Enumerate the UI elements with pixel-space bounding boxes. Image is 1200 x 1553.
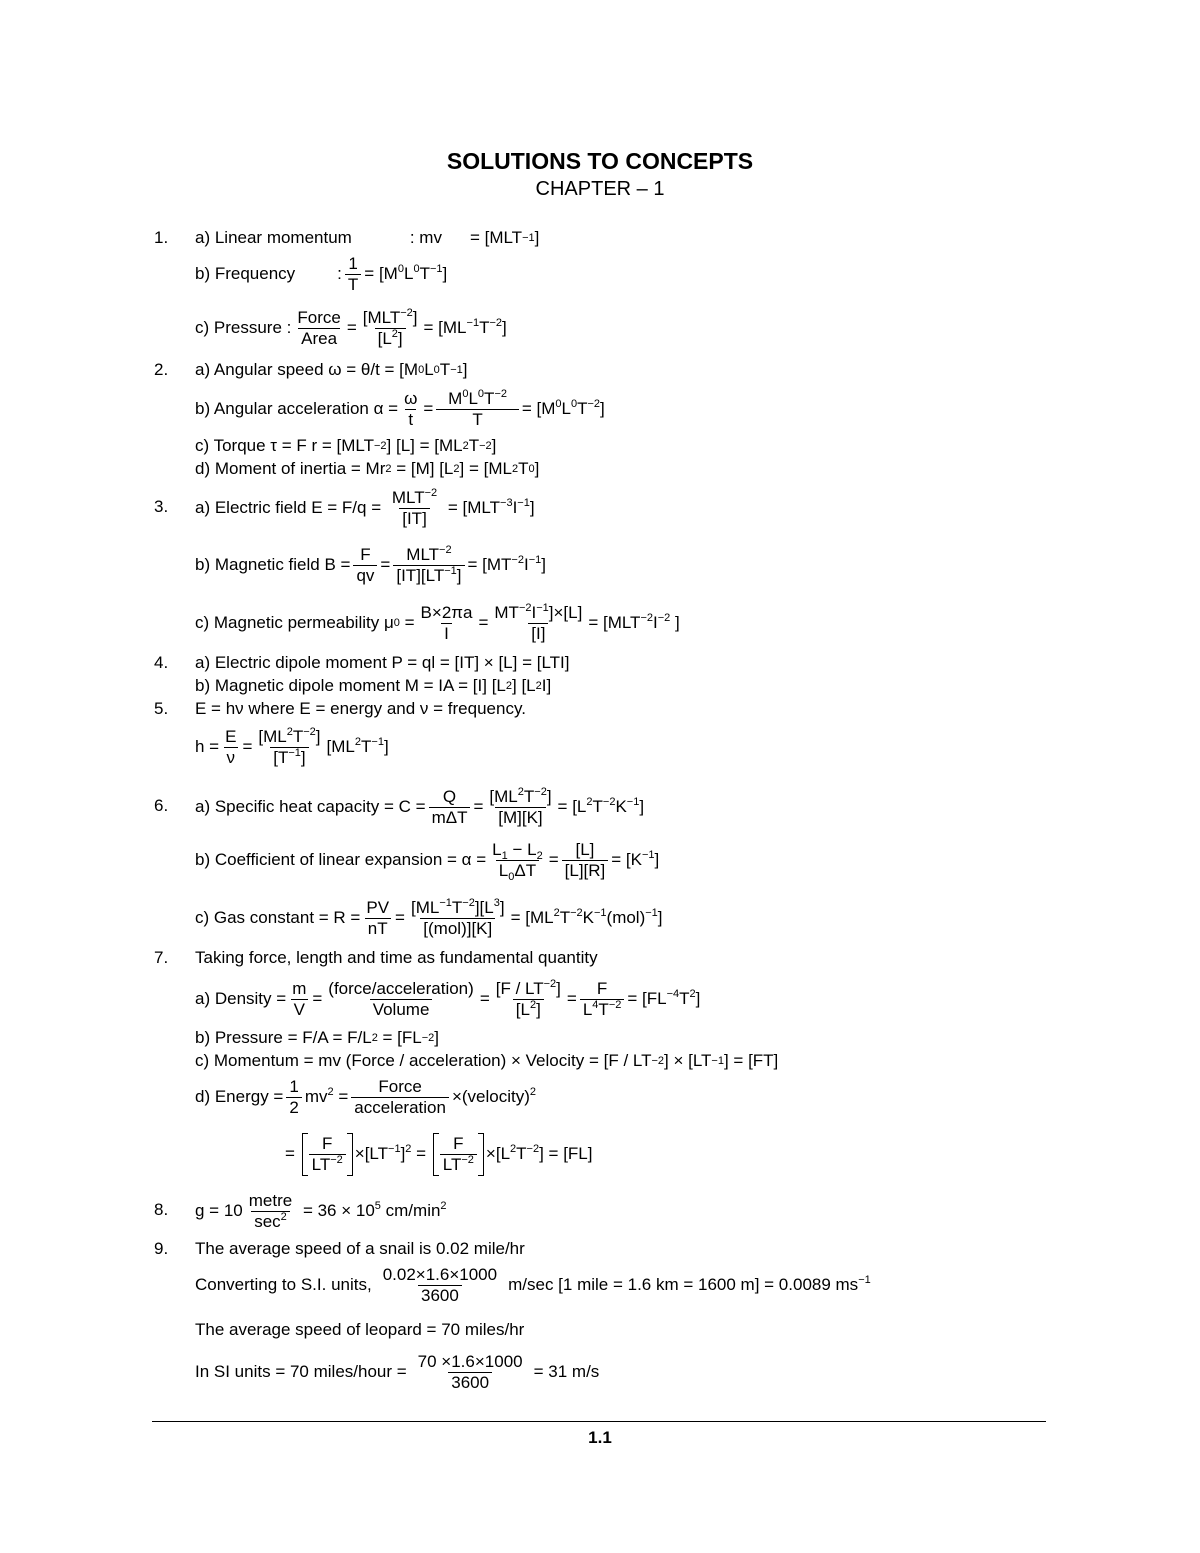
fraction: $\frac{B\times 2\pi a}{I}$: [420, 602, 473, 643]
fraction: $\frac{F}{LT^{-2}}$: [309, 1135, 346, 1174]
q7c-text: c) Momentum = mv (Force / acceleration) × Velocity = [F / LT: [195, 1051, 652, 1070]
q3c-label: c) Magnetic permeability μ: [195, 613, 394, 632]
q5-h-label: h =: [195, 737, 220, 756]
question-number: 2.: [154, 360, 169, 379]
fraction: $\frac{[L]}{[L][R]}$: [562, 841, 609, 880]
q1b-result: = $[M^0L^0T^{-1}]$: [364, 263, 448, 283]
q1a-label: a) Linear momentum: [195, 228, 352, 247]
q9-line4-tail: = 31 m/s: [533, 1362, 600, 1381]
question-number: 4.: [154, 653, 169, 672]
q6a-label: a) Specific heat capacity = C =: [195, 797, 426, 816]
fraction: $\frac{1}{T}$: [345, 255, 361, 294]
q9-line4-label: In SI units = 70 miles/hour =: [195, 1362, 407, 1381]
fraction: $\frac{\omega}{t}$: [404, 388, 418, 429]
q9-line4: [195, 1349, 599, 1395]
q1b-line: [195, 252, 447, 296]
fraction: $\frac{70 \times 1.6\times 1000}{3600}$: [417, 1351, 523, 1392]
fraction: $\frac{PV}{nT}$: [366, 897, 390, 938]
fraction: $\frac{[ML^2T^{-2}]}{[T^{-1}]}$: [258, 725, 321, 767]
q4a-text: a) Electric dipole moment P = ql = [IT] × [L] = [LTI]: [195, 653, 570, 672]
q3c-line: c) Magnetic permeability μ 0 = $\frac{B\times 2\pi a}{I}$ = $\frac{MT^{-2}I^{-1}]\times[L]}{[I]}$ = [$MLT^{-2}I^{-2}$ ]: [195, 601, 680, 643]
q6a-line: a) Specific heat capacity = C = $\frac{Q}{\text{mΔT}}$ = $\frac{[ML^2T^{-2}]}{[M][K]}$ = $[L^2T^{-2}K^{-1}]$: [195, 785, 645, 827]
q1a-line: a) Linear momentum : mv = [MLT −1 ]: [195, 228, 540, 247]
q3a-label: a) Electric field E = F/q =: [195, 498, 382, 517]
q7b-line: b) Pressure = F/A = F/L 2 = [FL −2 ]: [195, 1028, 440, 1047]
q9-line2-tail: m/sec [1 mile = 1.6 km = 1600 m] = 0.0089 ms: [508, 1275, 859, 1294]
page-number: 1.1: [588, 1428, 612, 1447]
q8-result: = 36 × 10: [302, 1201, 375, 1220]
fraction: $\frac{MLT^{-2}}{[IT][LT^{-1}]}$: [393, 546, 464, 585]
question-number: 1.: [154, 228, 169, 247]
fraction: $\frac{\text{(force/acceleration)}}{\text{Volume}}$: [328, 978, 474, 1019]
q1b-colon: :: [337, 264, 342, 283]
q2b-line: b) Angular acceleration α = $\frac{\omega}{t}$ = $\frac{M^0L^0T^{-2}}{T}$ = $[M^0L^0T^{-2}]$: [195, 387, 605, 429]
q6b-line: b) Coefficient of linear expansion = α = $\frac{L_1 - L_2}{L_0\Delta T}$ = $\frac{[L]}{[L][R]}$ = $[K^{-1}]$: [195, 839, 660, 883]
q7d-label: d) Energy =: [195, 1087, 284, 1106]
q9-text3: The average speed of leopard = 70 miles/hr: [195, 1320, 525, 1339]
q2d-text: d) Moment of inertia = Mr: [195, 459, 386, 478]
q5-line2: h = $\frac{E}{\nu}$ = $\frac{[ML^2T^{-2}]}{[T^{-1}]}$ $[ML^2T^{-1}]$: [195, 725, 389, 767]
fraction: $\frac{0.02\times 1.6\times 1000}{3600}$: [382, 1264, 498, 1305]
question-number: 8.: [154, 1200, 169, 1219]
fraction: $\frac{M^0L^0T^{-2}}{T}$: [436, 390, 519, 429]
q2c-line: c) Torque τ = F r = [MLT −2 ] [L] = [ML 2 T −2 ]: [195, 436, 497, 455]
q2a-line: a) Angular speed ω = θ/t = [M 0 L 0 T −1 ]: [195, 360, 468, 379]
q9-text1: The average speed of a snail is 0.02 mile/hr: [195, 1239, 525, 1258]
q2a-text: a) Angular speed ω = θ/t = [M: [195, 360, 419, 379]
fraction: $\frac{F}{LT^{-2}}$: [440, 1135, 477, 1174]
fraction: $\frac{Q}{\text{mΔT}}$: [429, 788, 471, 827]
fraction: $\frac{1}{2}$: [286, 1078, 301, 1117]
q1a-formula: : mv: [409, 228, 442, 247]
page-title: SOLUTIONS TO CONCEPTS: [446, 148, 754, 174]
fraction: $\frac{m}{V}$: [292, 978, 307, 1019]
fraction: $\frac{[ML^2T^{-2}]}{[M][K]}$: [489, 785, 552, 827]
q2c-text: c) Torque τ = F r = [MLT: [195, 436, 374, 455]
q9-line3: [195, 1320, 524, 1340]
fraction: $\frac{[MLT^{-2}]}{[L^2]}$: [362, 306, 418, 348]
q4a-line: [195, 653, 569, 673]
fraction: $\frac{F}{L^4T^{-2}}$: [580, 980, 625, 1019]
q1c-line: c) Pressure : $\frac{\text{Force}}{\text{Area}}$ = $\frac{[MLT^{-2}]}{[L^2]}$ = $[ML^{-1}T^{-2}]$: [195, 306, 507, 348]
q6b-label: b) Coefficient of linear expansion = α =: [195, 850, 487, 869]
fraction: $\frac{[F / LT^{-2}]}{[L^2]}$: [495, 977, 561, 1019]
q7-intro-text: Taking force, length and time as fundamental quantity: [195, 948, 598, 967]
q7b-text: b) Pressure = F/A = F/L: [195, 1028, 372, 1047]
q5-text: E = hν where E = energy and ν = frequency.: [195, 699, 526, 718]
question-number: 7.: [154, 948, 169, 967]
q5-line1: [195, 699, 526, 719]
fraction: $\frac{L_1 - L_2}{L_0\Delta T}$: [492, 839, 543, 883]
fraction: $\frac{E}{\nu}$: [225, 726, 237, 767]
q9-line1: [195, 1239, 525, 1259]
q3b-line: b) Magnetic field B = $\frac{F}{qv}$ = $\frac{MLT^{-2}}{[IT][LT^{-1}]}$ = $[MT^{-2}I^{-1}]$: [195, 543, 546, 585]
fraction: $\frac{F}{qv}$: [353, 546, 377, 585]
fraction: $\frac{\text{metre}}{\sec^2}$: [248, 1190, 293, 1231]
q3a-line: a) Electric field E = F/q = $\frac{MLT^{-2}}{[IT]}$ = $[MLT^{-3}I^{-1}]$: [195, 486, 535, 528]
q2d-line: d) Moment of inertia = Mr 2 = [M] [L 2 ] = [ML 2 T 0 ]: [195, 459, 540, 478]
q9-line2: Converting to S.I. units, $\frac{0.02\times 1.6\times 1000}{3600}$ m/sec [1 mile = 1.6 km = 1600 m] = 0.0089 $ms^{-1}$: [195, 1264, 871, 1305]
q6c-label: c) Gas constant = R =: [195, 908, 361, 927]
q3b-label: b) Magnetic field B =: [195, 555, 351, 574]
q7d-line: d) Energy = $\frac{1}{2}$ $mv^2$ = $\frac{\text{Force}}{\text{acceleration}}$ ×(velocity)$^2$: [195, 1076, 537, 1117]
q7d-line2: = $\frac{F}{LT^{-2}}$ $\times[LT^{-1}]^2$ = $\frac{F}{LT^{-2}}$ $\times[L^2T^{-2}] = [FL]$: [285, 1133, 593, 1174]
q4b-line: b) Magnetic dipole moment M = IA = [I] [L 2 ] [L 2 I]: [195, 676, 552, 695]
chapter-heading: CHAPTER – 1: [535, 178, 665, 200]
q7d-tail: ×(velocity): [451, 1087, 530, 1106]
q4b-text: b) Magnetic dipole moment M = IA = [I] [L: [195, 676, 506, 695]
question-number: 3.: [154, 497, 169, 516]
question-number: 6.: [154, 796, 169, 815]
q8-label: g = 10: [195, 1201, 243, 1220]
q7c-line: c) Momentum = mv (Force / acceleration) × Velocity = [F / LT −2 ] × [LT −1 ] = [FT]: [195, 1051, 779, 1070]
q1b-label: b) Frequency: [195, 264, 296, 283]
question-number: 9.: [154, 1239, 169, 1258]
question-number: 5.: [154, 699, 169, 718]
bracket: [433, 1133, 484, 1176]
q7-intro: [195, 948, 598, 968]
q1a-result: = [MLT: [469, 228, 523, 247]
fraction: $\frac{MT^{-2}I^{-1}]\times[L]}{[I]}$: [494, 601, 583, 643]
fraction: $\frac{MLT^{-2}}{[IT]}$: [387, 486, 438, 528]
q2b-label: b) Angular acceleration α =: [195, 399, 399, 418]
footer-divider: [152, 1421, 1046, 1422]
bracket: [302, 1133, 353, 1176]
fraction: $\frac{\text{Force}}{\text{acceleration}}$: [351, 1078, 449, 1117]
q1c-label: c) Pressure :: [195, 318, 292, 337]
q7a-line: a) Density = $\frac{m}{V}$ = $\frac{\text{(force/acceleration)}}{\text{Volume}}$ = $\frac{[F / LT^{-2}]}{[L^2]}$ = $\frac{F}{L^4T^{-2}}$ = $[FL^{-4}T^2]$: [195, 977, 701, 1019]
q6c-line: c) Gas constant = R = $\frac{PV}{nT}$ = $\frac{[ML^{-1}T^{-2}][L^3]}{\text{[(mol)][K]}}$ = $[ML^2T^{-2}K^{-1}(mol)^{-1}]$: [195, 896, 663, 938]
q9-line2-label: Converting to S.I. units,: [195, 1275, 372, 1294]
q8-line: g = 10 $\frac{\text{metre}}{\sec^2}$ = $36 \times 10^5$ $cm/\min^2$: [195, 1190, 447, 1231]
fraction: $\frac{\text{Force}}{\text{Area}}$: [297, 307, 341, 348]
fraction: $\frac{[ML^{-1}T^{-2}][L^3]}{\text{[(mol)][K]}}$: [410, 896, 505, 938]
q7a-label: a) Density =: [195, 989, 287, 1008]
